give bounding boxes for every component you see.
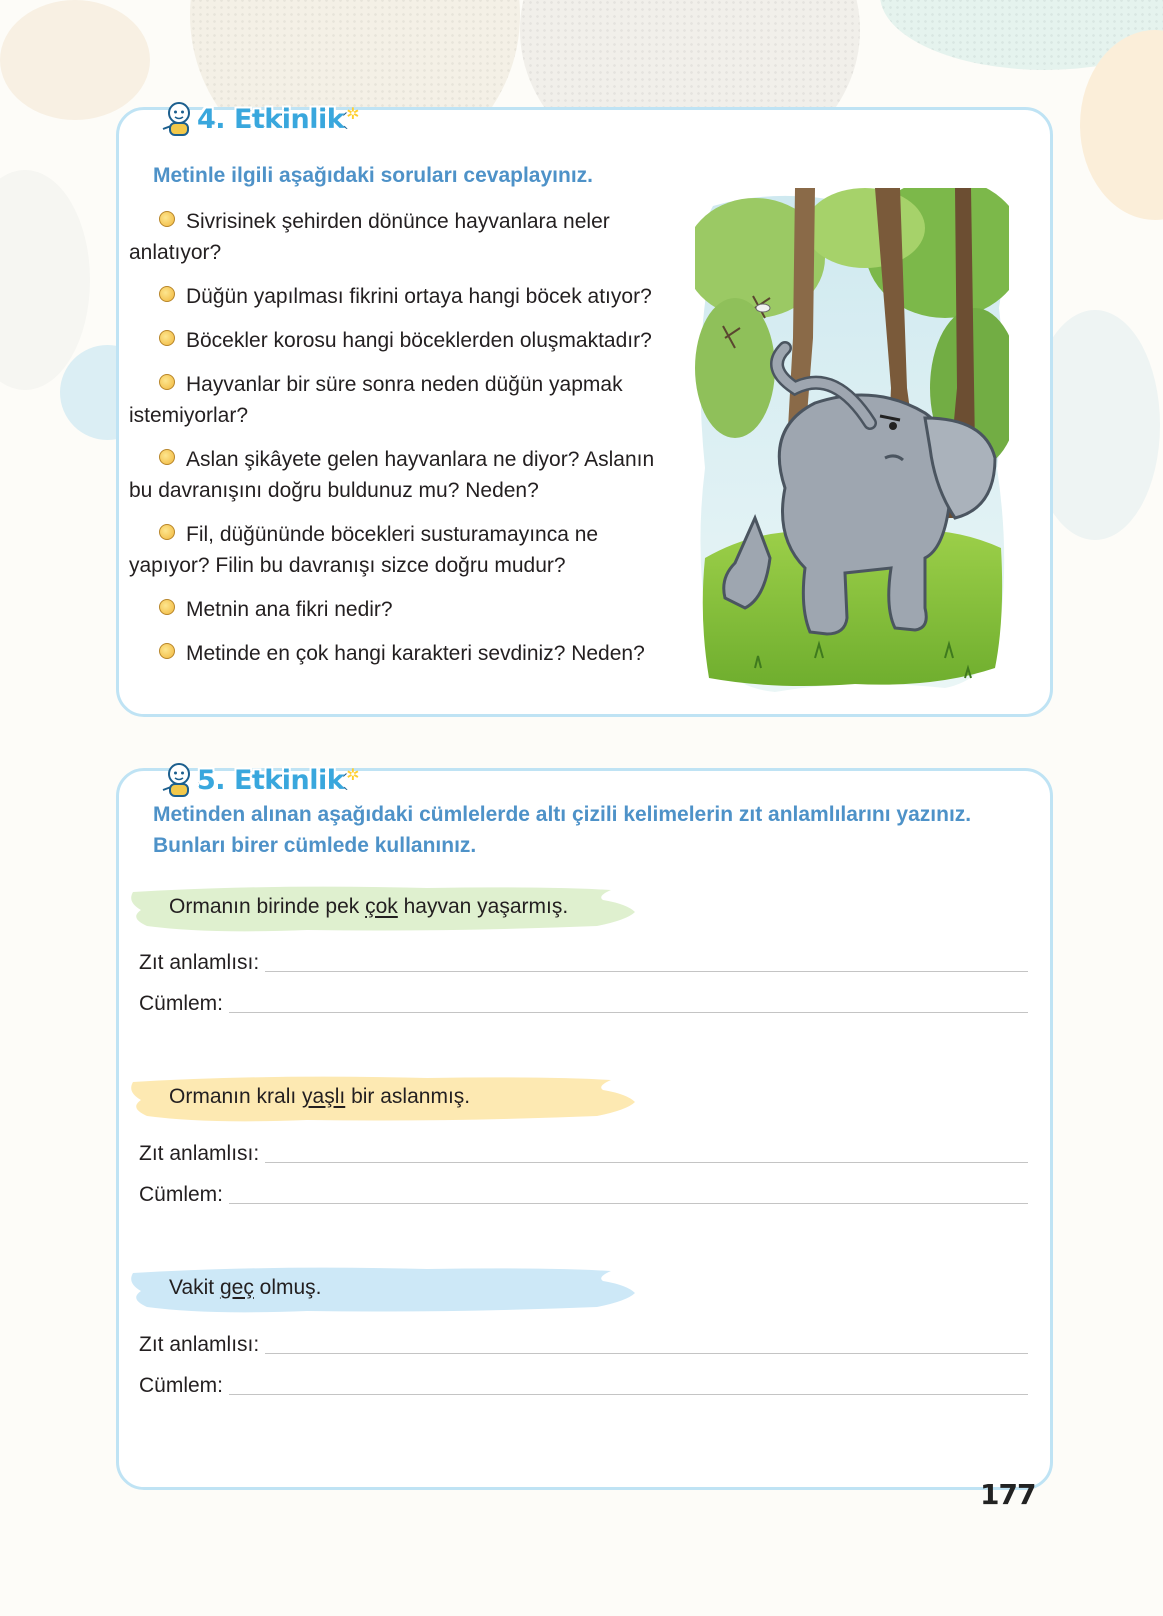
sentence-field[interactable]	[139, 988, 1028, 1018]
question-item	[129, 638, 677, 669]
sentence-field[interactable]	[139, 1370, 1028, 1400]
antonym-field[interactable]	[139, 947, 1028, 977]
sentence-row	[127, 1074, 639, 1124]
sentence-row	[127, 1265, 639, 1315]
bullet-icon	[159, 643, 175, 659]
question-text: Sivrisinek şehirden dönünce hayvanlara neler anlatıyor?	[129, 210, 610, 264]
underlined-word: yaşlı	[302, 1085, 346, 1108]
bullet-icon	[159, 599, 175, 615]
question-item	[129, 206, 677, 268]
antonym-field[interactable]	[139, 1138, 1028, 1168]
sparkle-icon: ✲	[346, 767, 360, 784]
sparkle-icon: ✲	[346, 106, 360, 123]
instruction: Metinden alınan aşağıdaki cümlelerde altı çizili kelimelerin zıt anlamlılarını yazınız. Bunları birer cümlede kullanınız.	[153, 803, 972, 857]
underlined-word: geç	[219, 1276, 254, 1299]
question-list	[129, 206, 677, 682]
page-number: 177	[980, 1478, 1036, 1511]
mascot-icon	[159, 99, 199, 139]
answer-line[interactable]	[265, 1352, 1028, 1354]
question-item	[129, 519, 677, 581]
sentence-row	[127, 884, 639, 934]
sentence-label: Cümlem:	[139, 1183, 224, 1206]
badge-title: 5. Etkinlik	[197, 764, 345, 796]
question-text: Metinde en çok hangi karakteri sevdiniz? Neden?	[186, 642, 645, 665]
bullet-icon	[159, 524, 175, 540]
antonym-label: Zıt anlamlısı:	[139, 1142, 260, 1165]
question-item	[129, 281, 677, 312]
answer-line[interactable]	[229, 1202, 1028, 1204]
mascot-icon	[159, 760, 199, 800]
elephant-illustration	[695, 188, 1009, 694]
question-item	[129, 594, 677, 625]
answer-line[interactable]	[265, 1161, 1028, 1163]
antonym-label: Zıt anlamlısı:	[139, 1333, 260, 1356]
activity-4-badge	[159, 96, 360, 142]
question-item	[129, 444, 677, 506]
answer-line[interactable]	[265, 970, 1028, 972]
activity-4-card	[116, 103, 1053, 717]
antonym-label: Zıt anlamlısı:	[139, 951, 260, 974]
sentence-text: Vakit geç olmuş.	[169, 1276, 322, 1299]
activity-5-card	[116, 764, 1053, 1490]
bullet-icon	[159, 211, 175, 227]
question-text: Böcekler korosu hangi böceklerden oluşmaktadır?	[186, 329, 652, 352]
question-text: Hayvanlar bir süre sonra neden düğün yapmak istemiyorlar?	[129, 373, 623, 427]
sentence-label: Cümlem:	[139, 992, 224, 1015]
question-item	[129, 369, 677, 431]
answer-line[interactable]	[229, 1393, 1028, 1395]
question-item	[129, 325, 677, 356]
background-circle	[0, 0, 150, 120]
instruction: Metinle ilgili aşağıdaki soruları cevaplayınız.	[153, 164, 593, 187]
activity-5-badge	[159, 757, 360, 803]
question-text: Aslan şikâyete gelen hayvanlara ne diyor? Aslanın bu davranışını doğru buldunuz mu? Neden?	[129, 448, 655, 502]
sentence-text: Ormanın kralı yaşlı bir aslanmış.	[169, 1085, 471, 1108]
sentence-text: Ormanın birinde pek çok hayvan yaşarmış.	[169, 895, 569, 918]
question-text: Fil, düğününde böcekleri susturamayınca ne yapıyor? Filin bu davranışı sizce doğru mudur?	[129, 523, 599, 577]
bullet-icon	[159, 286, 175, 302]
antonym-field[interactable]	[139, 1329, 1028, 1359]
question-text: Düğün yapılması fikrini ortaya hangi böcek atıyor?	[186, 285, 652, 308]
bullet-icon	[159, 330, 175, 346]
sentence-label: Cümlem:	[139, 1374, 224, 1397]
badge-title: 4. Etkinlik	[197, 103, 345, 135]
bullet-icon	[159, 449, 175, 465]
question-text: Metnin ana fikri nedir?	[186, 598, 393, 621]
sentence-field[interactable]	[139, 1179, 1028, 1209]
underlined-word: çok	[365, 895, 398, 918]
bullet-icon	[159, 374, 175, 390]
answer-line[interactable]	[229, 1011, 1028, 1013]
